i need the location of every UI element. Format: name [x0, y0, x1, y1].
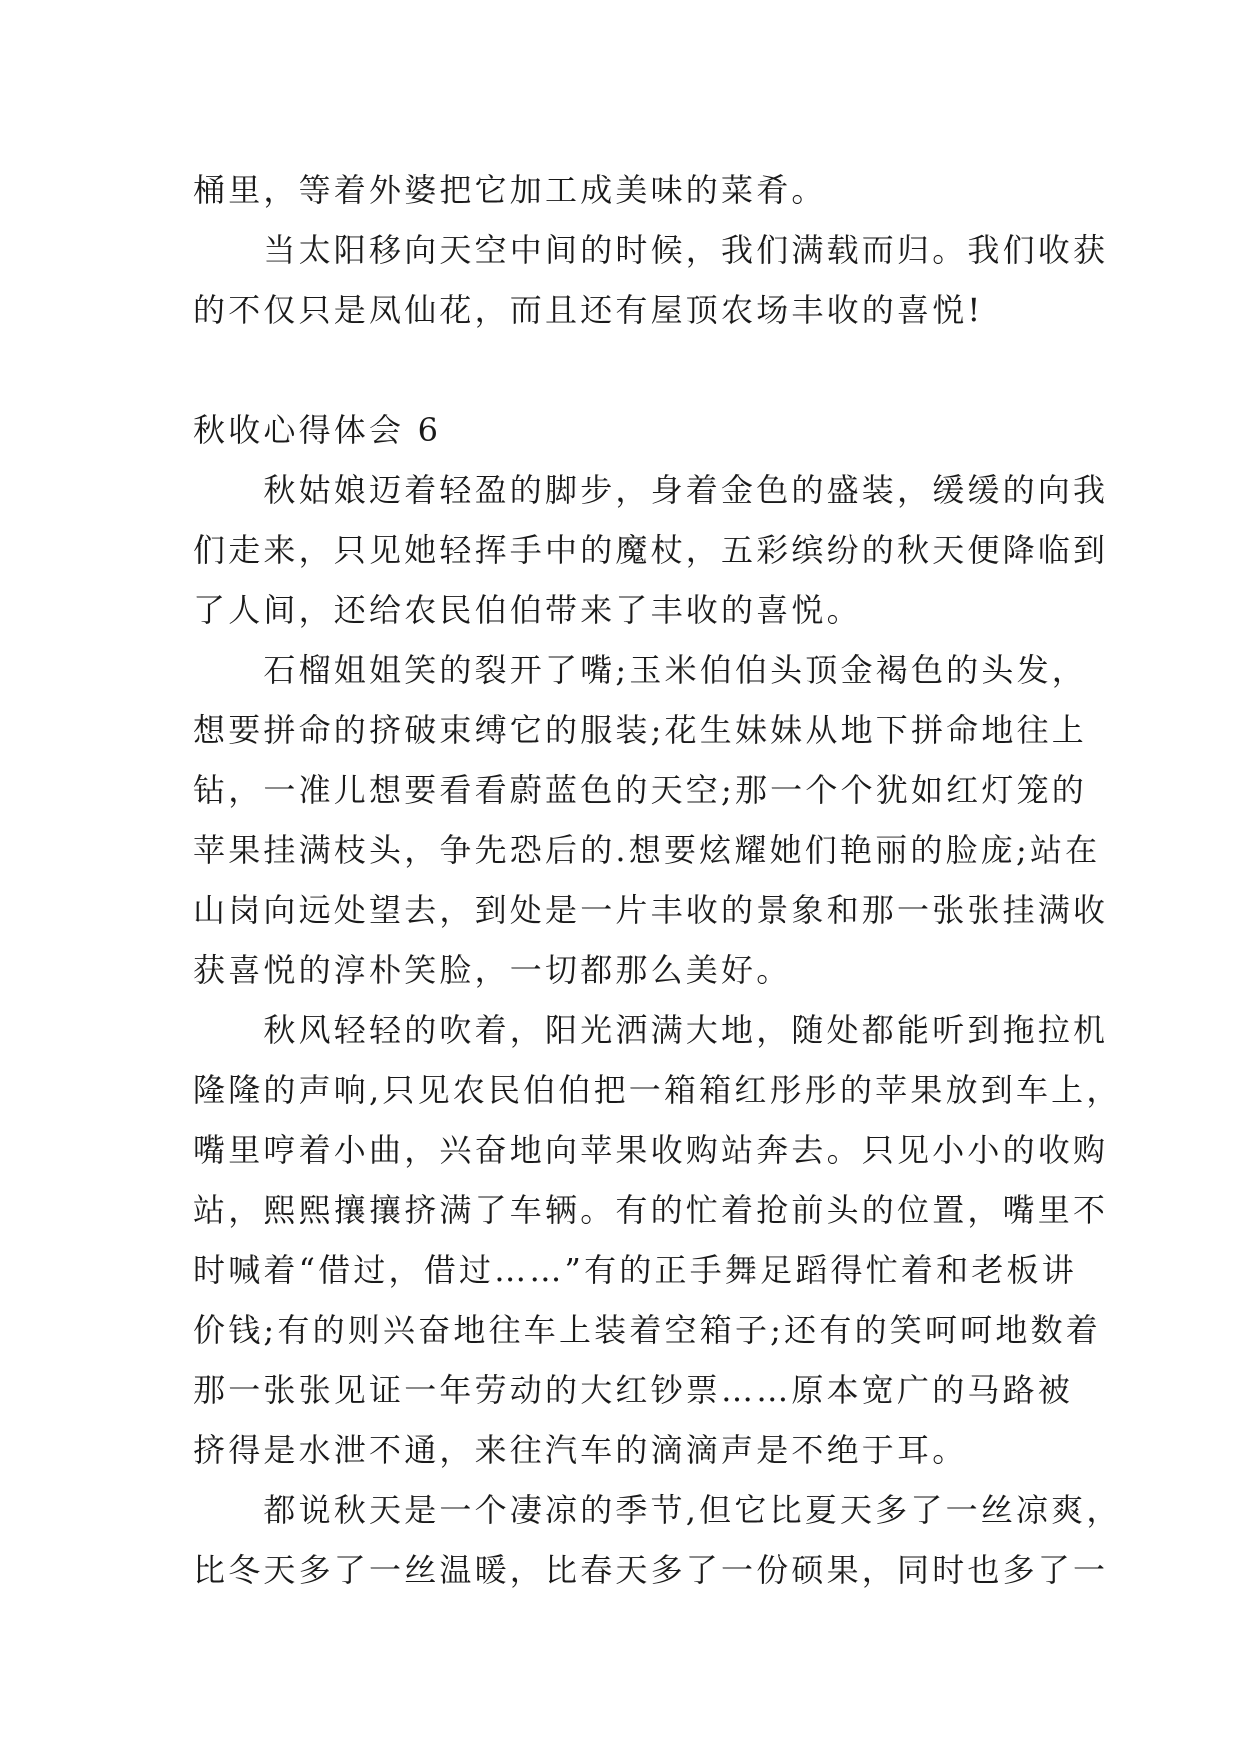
text-line: 秋姑娘迈着轻盈的脚步，身着金色的盛装，缓缓的向我 — [193, 471, 1109, 509]
text-line: 们走来，只见她轻挥手中的魔杖，五彩缤纷的秋天便降临到 — [193, 531, 1109, 569]
text-line: 价钱;有的则兴奋地往车上装着空箱子;还有的笑呵呵地数着 — [193, 1311, 1101, 1349]
text-line: 想要拼命的挤破束缚它的服装;花生妹妹从地下拼命地往上 — [193, 711, 1087, 749]
top-paragraph — [193, 160, 1109, 340]
paragraph-4 — [193, 1480, 1122, 1600]
text-line: 钻，一准儿想要看看蔚蓝色的天空;那一个个犹如红灯笼的 — [193, 771, 1087, 809]
text-line: 秋风轻轻的吹着，阳光洒满大地，随处都能听到拖拉机 — [193, 1011, 1109, 1049]
text-line: 获喜悦的淳朴笑脸，一切都那么美好。 — [193, 951, 792, 989]
section-title: 秋收心得体会 6 — [193, 411, 442, 449]
document-page — [193, 160, 1122, 1600]
text-line: 站，熙熙攘攘挤满了车辆。有的忙着抢前头的位置，嘴里不 — [193, 1191, 1109, 1229]
text-line: 比冬天多了一丝温暖，比春天多了一份硕果，同时也多了一 — [193, 1551, 1109, 1589]
text-line: 隆隆的声响,只见农民伯伯把一箱箱红彤彤的苹果放到车上， — [193, 1071, 1122, 1109]
text-line: 桶里，等着外婆把它加工成美味的菜肴。 — [193, 171, 827, 209]
paragraph-3 — [193, 1000, 1122, 1480]
blank-line — [193, 340, 1053, 400]
text-line: 都说秋天是一个凄凉的季节,但它比夏天多了一丝凉爽， — [193, 1491, 1122, 1529]
text-line: 苹果挂满枝头，争先恐后的.想要炫耀她们艳丽的脸庞;站在 — [193, 831, 1101, 869]
text-line: 那一张张见证一年劳动的大红钞票……原本宽广的马路被 — [193, 1371, 1074, 1409]
text-line: 嘴里哼着小曲，兴奋地向苹果收购站奔去。只见小小的收购 — [193, 1131, 1109, 1169]
text-line: 山岗向远处望去，到处是一片丰收的景象和那一张张挂满收 — [193, 891, 1109, 929]
text-line: 当太阳移向天空中间的时候，我们满载而归。我们收获 — [193, 231, 1109, 269]
text-line: 石榴姐姐笑的裂开了嘴;玉米伯伯头顶金褐色的头发， — [193, 651, 1087, 689]
paragraph-2 — [193, 640, 1109, 1000]
paragraph-1 — [193, 460, 1109, 640]
text-line: 的不仅只是凤仙花，而且还有屋顶农场丰收的喜悦! — [193, 291, 984, 329]
text-line: 挤得是水泄不通，来往汽车的滴滴声是不绝于耳。 — [193, 1431, 968, 1469]
text-line: 了人间，还给农民伯伯带来了丰收的喜悦。 — [193, 591, 862, 629]
text-line: 时喊着“借过，借过……”有的正手舞足蹈得忙着和老板讲 — [193, 1251, 1077, 1289]
